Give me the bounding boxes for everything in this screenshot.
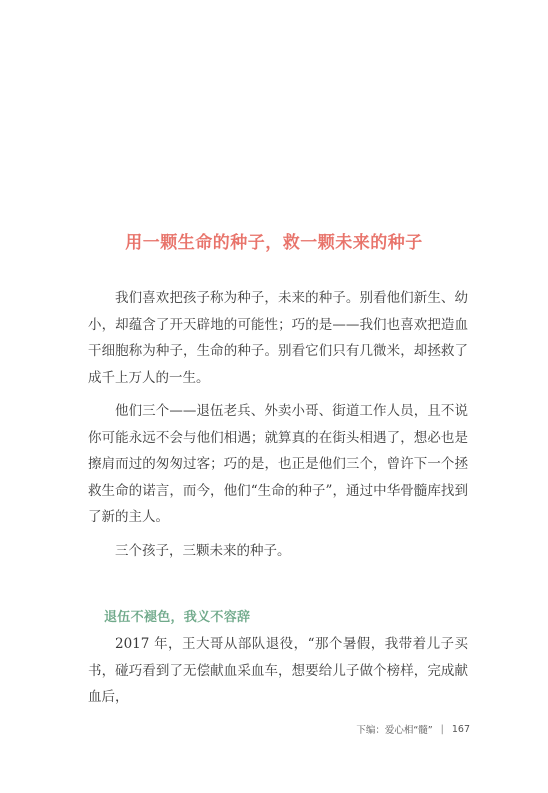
chapter-label: 下编：爱心相“髓”: [356, 725, 433, 736]
page-number: 167: [451, 723, 470, 735]
page-footer: [356, 722, 470, 736]
paragraph-1: [88, 285, 468, 391]
paragraph-text: 他们三个——退伍老兵、外卖小哥、街道工作人员，且不说你可能永远不会与他们相遇；就算真的在街头相遇了，想必也是擦肩而过的匆匆过客；巧的是，也正是他们三个，曾许下一个拯救生命的诺言，而今，他们“生命的种子”，通过中华骨髓库找到了新的主人。: [88, 403, 468, 525]
footer-separator: |: [440, 723, 444, 735]
article-title: 用一颗生命的种子，救一颗未来的种子: [125, 233, 423, 253]
paragraph-3: [88, 538, 468, 565]
paragraph-2: [88, 398, 468, 531]
paragraph-text: 2017 年，王大哥从部队退役，“那个暑假，我带着儿子买书，碰巧看到了无偿献血采血车，想要给儿子做个榜样，完成献血后，: [88, 636, 468, 705]
paragraph-text: 三个孩子，三颗未来的种子。: [115, 543, 291, 559]
section-heading: 退伍不褪色，我义不容辞: [104, 610, 251, 625]
paragraph-text: 我们喜欢把孩子称为种子，未来的种子。别看他们新生、幼小，却蕴含了开天辟地的可能性；巧的是——我们也喜欢把造血干细胞称为种子，生命的种子。别看它们只有几微米，却拯救了成千上万人的一生。: [88, 290, 468, 386]
paragraph-4: [88, 631, 468, 711]
